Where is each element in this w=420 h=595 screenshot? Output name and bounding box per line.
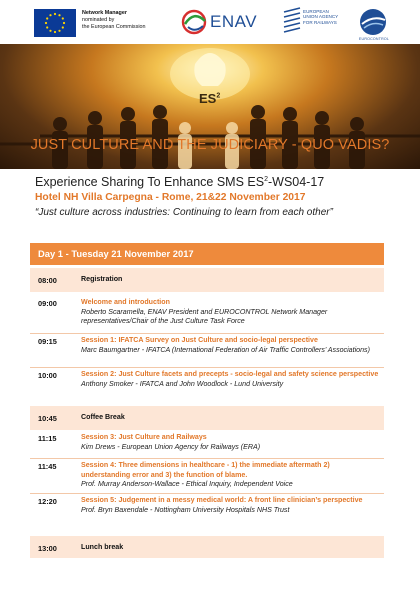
program-break-row — [30, 268, 384, 292]
session-title: Coffee Break — [81, 413, 125, 421]
session-time: 11:15 — [38, 434, 57, 443]
session-title: Welcome and introduction — [81, 298, 170, 306]
session-title: Session 4: Three dimensions in healthcare - 1) the immediate aftermath 2) understanding error and 3) the function of blame. — [81, 461, 330, 479]
program-session-row — [30, 458, 384, 493]
session-speakers: Prof. Bryn Baxendale - Nottingham University Hospitals NHS Trust — [81, 505, 290, 514]
venue-date: Hotel NH Villa Carpegna - Rome, 21&22 November 2017 — [35, 192, 306, 203]
program-session-row — [30, 493, 384, 531]
session-title: Session 5: Judgement in a messy medical world: A front line clinician’s perspective — [81, 496, 363, 504]
network-manager-caption — [82, 10, 177, 31]
session-time: 12:20 — [38, 497, 57, 506]
era-stripes-icon — [282, 6, 302, 36]
program-session-row — [30, 333, 384, 367]
event-subtitle: Experience Sharing To Enhance SMS $ES^2-WS04-17$ — [35, 175, 325, 189]
session-body — [81, 336, 379, 355]
era-caption: EUROPEAN UNION AGENCY FOR RAILWAYS — [303, 9, 339, 25]
program-session-row — [30, 430, 384, 458]
session-time: 11:45 — [38, 462, 57, 471]
eu-flag-icon — [34, 9, 76, 37]
session-body — [81, 496, 379, 515]
session-time: 10:45 — [38, 414, 57, 423]
day-header: Day 1 - Tuesday 21 November 2017 — [30, 243, 384, 265]
session-title: Session 2: Just Culture facets and precepts - socio-legal and safety science perspective — [81, 370, 379, 378]
nm-line-1: Network Manager — [82, 10, 127, 16]
enav-logo — [180, 8, 260, 36]
nm-line-3: the European Commission — [82, 24, 146, 30]
enav-wordmark: ENAV — [210, 12, 258, 31]
session-speakers: Prof. Murray Anderson-Wallace - Ethical Inquiry, Independent Voice — [81, 480, 293, 489]
eurocontrol-caption: EUROCONTROL — [358, 37, 390, 41]
program-session-row — [30, 295, 384, 333]
session-time: 13:00 — [38, 544, 57, 553]
program-session-row — [30, 367, 384, 405]
session-body — [81, 543, 379, 553]
session-time: 08:00 — [38, 276, 57, 285]
session-speakers: Marc Baumgartner - IFATCA (International Federation of Air Traffic Controllers’ Associations) — [81, 345, 370, 354]
session-time: 10:00 — [38, 371, 57, 380]
es2-badge: $ES^2$ — [199, 91, 221, 106]
session-body — [81, 275, 379, 285]
session-time: 09:15 — [38, 337, 57, 346]
program-break-row — [30, 536, 384, 558]
session-speakers: Anthony Smoker - IFATCA and John Woodlock - Lund University — [81, 379, 284, 388]
session-title: Registration — [81, 275, 123, 283]
session-body — [81, 461, 379, 490]
event-theme: “Just culture across industries: Continuing to learn from each other” — [35, 207, 333, 218]
eurocontrol-logo-icon — [358, 7, 388, 37]
logo-bar — [0, 0, 420, 44]
session-title: Session 1: IFATCA Survey on Just Culture and socio-legal perspective — [81, 336, 318, 344]
session-time: 09:00 — [38, 299, 57, 308]
enav-swoosh-icon — [180, 8, 210, 36]
session-speakers: Kim Drews - European Union Agency for Railways (ERA) — [81, 442, 261, 451]
session-body — [81, 413, 379, 423]
session-body — [81, 298, 379, 327]
nm-line-2: nominated by — [82, 17, 115, 23]
session-body — [81, 370, 379, 389]
session-body — [81, 433, 379, 452]
program-break-row — [30, 406, 384, 430]
session-title: Lunch break — [81, 543, 124, 551]
session-title: Session 3: Just Culture and Railways — [81, 433, 207, 441]
session-speakers: Roberto Scaramella, ENAV President and EUROCONTROL Network Manager representatives/Chair of the Just Culture Task Force — [81, 307, 328, 326]
hero-title: JUST CULTURE AND THE JUDICIARY - QUO VADIS? — [30, 137, 390, 153]
